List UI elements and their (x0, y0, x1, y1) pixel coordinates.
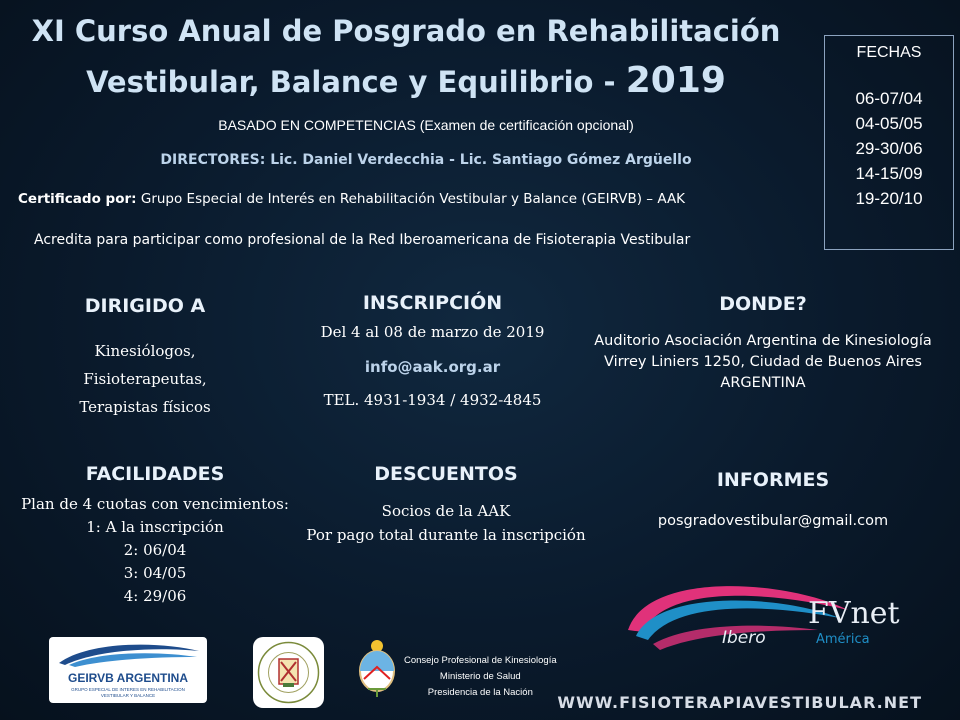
inscripcion-phone: TEL. 4931-1934 / 4932-4845 (323, 391, 542, 409)
dates-list (825, 86, 953, 211)
course-year: 2019 (625, 60, 726, 101)
informes-heading: INFORMES (716, 469, 830, 491)
coat-of-arms-icon (354, 637, 400, 703)
fvnet-logo (618, 570, 918, 670)
date-item: 04-05/05 (855, 114, 923, 133)
inscripcion-dates: Del 4 al 08 de marzo de 2019 (320, 323, 545, 341)
list-item: Por pago total durante la inscripción (306, 526, 586, 544)
accreditation: Acredita para participar como profesional de la Red Iberoamericana de Fisioterapia Vestibular (34, 232, 691, 248)
geirvb-logo (49, 637, 207, 703)
list-item: Terapistas físicos (79, 398, 211, 416)
dirigido-section (40, 295, 250, 421)
consejo-text (404, 653, 557, 701)
descuentos-list (300, 499, 592, 547)
fvnet-america: América (816, 632, 870, 647)
address-line: Auditorio Asociación Argentina de Kinesiología (594, 333, 932, 349)
consejo-line: Presidencia de la Nación (427, 687, 533, 698)
date-item: 06-07/04 (855, 89, 923, 108)
list-item: Kinesiólogos, (94, 342, 196, 360)
descuentos-heading: DESCUENTOS (374, 463, 518, 485)
subtitle: BASADO EN COMPETENCIAS (Examen de certificación opcional) (218, 117, 634, 133)
course-title-line1: XI Curso Anual de Posgrado en Rehabilitación (31, 14, 781, 48)
dirigido-heading: DIRIGIDO A (84, 295, 206, 317)
list-item: Fisioterapeutas, (83, 370, 207, 388)
dates-label: FECHAS (856, 44, 922, 61)
escudo (354, 637, 400, 703)
list-item: 1: A la inscripción (86, 518, 224, 536)
certification (18, 191, 818, 207)
dates-box (824, 35, 954, 250)
list-item: 2: 06/04 (123, 541, 187, 559)
geirvb-subtitle (49, 687, 207, 699)
course-title-line2 (0, 60, 812, 101)
list-item: 3: 04/05 (123, 564, 187, 582)
list-item: 4: 29/06 (123, 587, 187, 605)
consejo-line: Ministerio de Salud (439, 671, 521, 682)
facilidades-list (5, 493, 305, 608)
cert-text: Grupo Especial de Interés en Rehabilitación Vestibular y Balance (GEIRVB) – AAK (140, 191, 686, 207)
address-line: Virrey Liniers 1250, Ciudad de Buenos Aires (604, 354, 922, 370)
inscripcion-heading: INSCRIPCIÓN (362, 292, 503, 314)
facilidades-heading: FACILIDADES (85, 463, 225, 485)
list-item: Plan de 4 cuotas con vencimientos: (21, 495, 289, 513)
fvnet-ibero: Ibero (722, 628, 766, 648)
date-item: 19-20/10 (855, 189, 923, 208)
donde-address (580, 331, 946, 394)
directors: DIRECTORES: Lic. Daniel Verdecchia - Lic. Santiago Gómez Argüello (160, 152, 692, 168)
aak-seal-icon (253, 637, 324, 708)
dirigido-list (40, 337, 250, 421)
course-title-text: Vestibular, Balance y Equilibrio - (86, 65, 616, 99)
donde-section (580, 293, 946, 394)
geirvb-sub-line: VESTIBULAR Y BALANCE (100, 693, 156, 698)
descuentos-section (300, 463, 592, 547)
inscripcion-section (290, 292, 575, 410)
website-link[interactable]: WWW.FISIOTERAPIAVESTIBULAR.NET (557, 693, 922, 712)
inscripcion-email[interactable]: info@aak.org.ar (364, 358, 501, 376)
informes-email[interactable]: posgradovestibular@gmail.com (657, 513, 889, 529)
consejo-line: Consejo Profesional de Kinesiología (404, 655, 557, 666)
address-line: ARGENTINA (720, 375, 806, 391)
geirvb-sub-line: GRUPO ESPECIAL DE INTERES EN REHABILITACION (71, 687, 185, 692)
donde-heading: DONDE? (719, 293, 807, 315)
fvnet-text: FVnet (808, 596, 900, 631)
date-item: 29-30/06 (855, 139, 923, 158)
geirvb-swoosh-icon (49, 637, 207, 667)
facilidades-section (5, 463, 305, 608)
informes-section (620, 469, 926, 533)
date-item: 14-15/09 (855, 164, 923, 183)
list-item: Socios de la AAK (381, 502, 511, 520)
aak-logo (253, 637, 324, 708)
geirvb-name: GEIRVB ARGENTINA (67, 671, 188, 685)
cert-label: Certificado por: (18, 191, 137, 207)
